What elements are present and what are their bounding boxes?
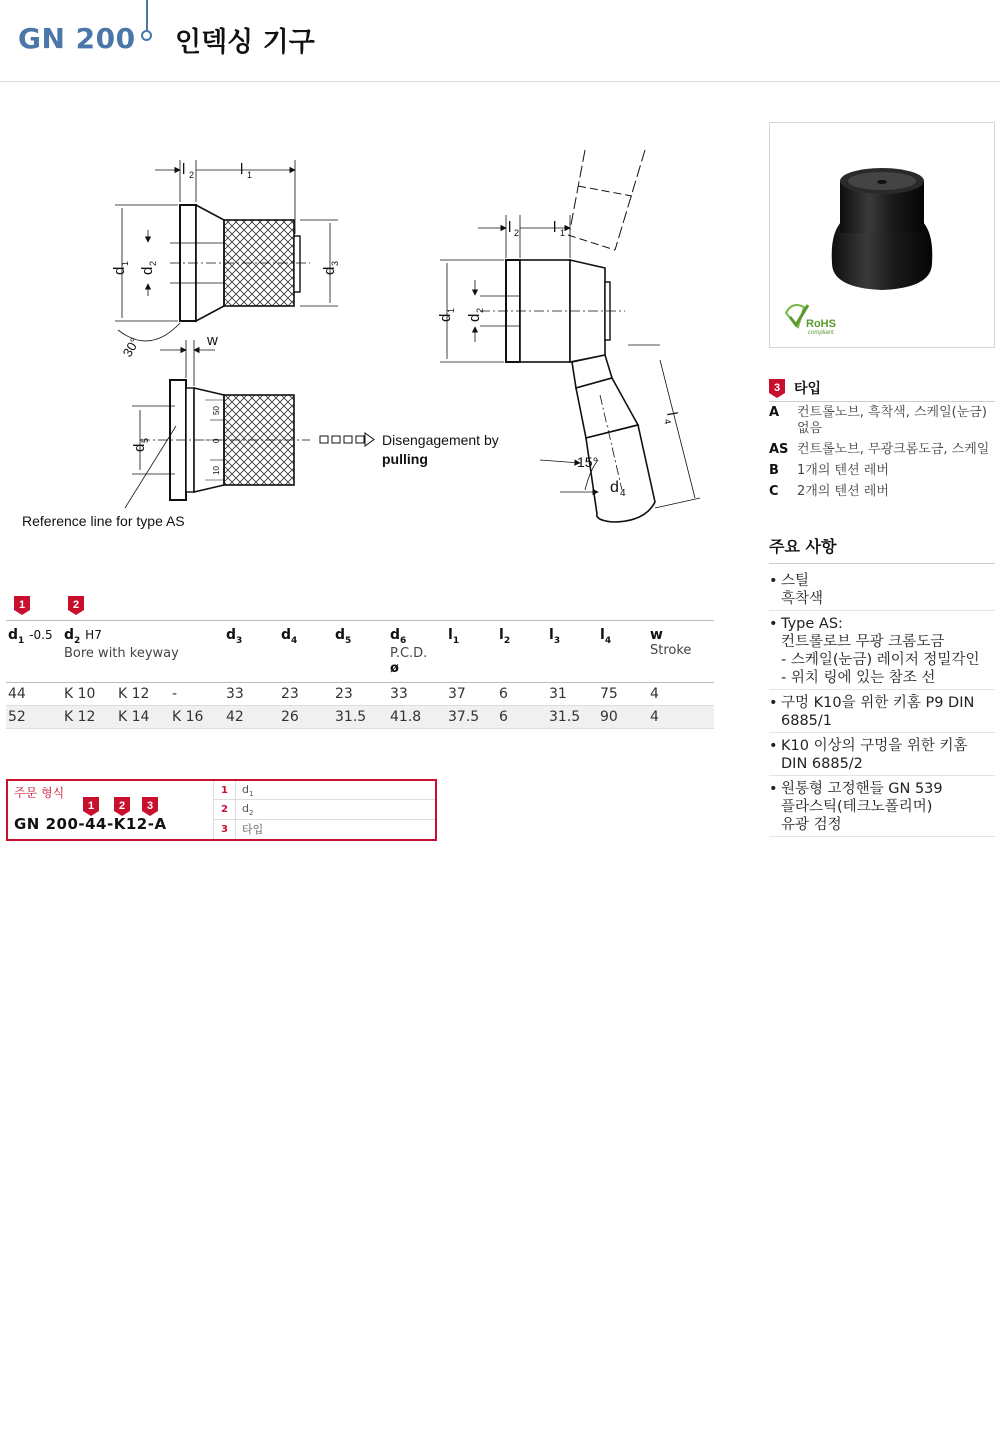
label-d4: d [610, 479, 619, 496]
svg-text:5: 5 [140, 437, 150, 443]
types-section [769, 378, 995, 502]
note-body [781, 737, 995, 773]
label-l1-top: l [240, 161, 244, 178]
type-key: B [769, 463, 779, 478]
bullet-icon: • [769, 738, 778, 754]
svg-text:4: 4 [662, 418, 673, 425]
page-header [0, 0, 1000, 82]
bullet-icon: • [769, 616, 778, 632]
svg-text:4: 4 [620, 488, 626, 499]
col-d3: $d_3$ [224, 621, 279, 683]
order-legend-label [236, 802, 253, 817]
note-body [781, 780, 995, 834]
note-item [769, 568, 995, 611]
note-item [769, 733, 995, 776]
table-cell: 31 [547, 682, 598, 705]
table-cell: K 12 [62, 705, 116, 728]
col-l2: $l_2$ [497, 621, 547, 683]
label-d1-right: d [437, 313, 454, 322]
order-legend-label [236, 783, 253, 798]
label-l1-right: l [553, 219, 557, 236]
scale-10: 10 [212, 466, 221, 475]
product-code: GN 200 [18, 22, 136, 55]
svg-text:1: 1 [560, 228, 566, 238]
table-cell: 37.5 [446, 705, 497, 728]
label-l4: l [663, 410, 681, 417]
note-body [781, 615, 995, 687]
note-line: DIN 6885/2 [781, 756, 863, 772]
table-cell: 31.5 [547, 705, 598, 728]
order-badge-3-icon [142, 797, 158, 816]
type-key: A [769, 405, 780, 420]
types-title: 타입 [794, 381, 822, 397]
svg-text:1: 1 [446, 307, 456, 313]
note-line: 원통형 고정핸들 GN 539 [781, 781, 943, 797]
table-cell: 26 [279, 705, 333, 728]
label-disengage-2: pulling [382, 451, 428, 467]
table-cell: 44 [6, 682, 62, 705]
table-cell: 75 [598, 682, 648, 705]
order-legend-text: 타입 [242, 822, 264, 836]
order-legend-sub: 2 [248, 809, 254, 818]
col-d5: $d_5$ [333, 621, 388, 683]
col-d1: $d_1$ -0.5 [6, 621, 62, 683]
order-legend-sub: 1 [248, 789, 254, 798]
order-legend-label [236, 821, 263, 838]
label-d2-right: d [466, 313, 483, 322]
top-view [115, 160, 338, 341]
note-item [769, 776, 995, 837]
label-l2-right: l [508, 219, 512, 236]
col-w: w Stroke [648, 621, 714, 683]
bullet-icon: • [769, 781, 778, 797]
note-line: - 스케일(눈금) 레이저 정밀각인 [781, 652, 980, 668]
order-legend-row [214, 820, 435, 839]
technical-drawing [0, 130, 740, 550]
note-line: K10 이상의 구멍을 위한 키홈 [781, 738, 968, 754]
badge-2-icon [68, 596, 84, 615]
table-cell: 41.8 [388, 705, 446, 728]
note-line: Type AS: [781, 616, 843, 632]
note-body [781, 572, 995, 608]
scale-0: 0 [212, 438, 221, 443]
types-heading [769, 378, 995, 402]
label-d3: d [321, 266, 338, 275]
col-d6: $d_6$ P.C.D. ø [388, 621, 446, 683]
col-d2: $d_2$ H7 Bore with keyway [62, 621, 224, 683]
note-line: 흑착색 [781, 591, 824, 607]
order-legend-text: d [242, 801, 249, 815]
svg-text:2: 2 [514, 228, 520, 238]
note-line: - 위치 링에 있는 참조 선 [781, 670, 936, 686]
column-badges [6, 596, 714, 620]
table-header-row [6, 621, 714, 683]
note-line: 6885/1 [781, 713, 833, 729]
svg-text:3: 3 [146, 800, 154, 812]
table-cell: 23 [279, 682, 333, 705]
table-cell: K 10 [62, 682, 116, 705]
order-badge-1-icon [83, 797, 99, 816]
table-cell: 90 [598, 705, 648, 728]
type-key: C [769, 484, 779, 499]
table-cell: 37 [446, 682, 497, 705]
bullet-icon: • [769, 573, 778, 589]
bottom-view [125, 340, 374, 508]
svg-text:2: 2 [72, 599, 80, 611]
scale-50: 50 [212, 406, 221, 415]
rohs-label: RoHS [806, 318, 836, 330]
header-divider-dot [141, 30, 152, 41]
notes-list [769, 568, 995, 837]
lever-view [440, 150, 700, 522]
table-cell: 31.5 [333, 705, 388, 728]
bullet-icon: • [769, 695, 778, 711]
type-item [769, 439, 995, 460]
table-cell: K 16 [170, 705, 224, 728]
order-legend-num: 2 [214, 800, 236, 818]
table-cell: K 12 [116, 682, 170, 705]
note-line: 플라스틱(테크노폴리머) [781, 799, 933, 815]
svg-text:1: 1 [120, 260, 130, 266]
types-list [769, 402, 995, 502]
label-d1-left: d [111, 266, 128, 275]
svg-text:2: 2 [148, 260, 158, 266]
header-divider-line [146, 0, 148, 30]
table-row [6, 682, 714, 705]
table-cell: 42 [224, 705, 279, 728]
col-l4: $l_4$ [598, 621, 648, 683]
order-badge-2-icon [114, 797, 130, 816]
note-item [769, 611, 995, 690]
note-line: 유광 검정 [781, 817, 842, 833]
type-item [769, 481, 995, 502]
rohs-sub-label: compliant [808, 330, 834, 336]
svg-text:2: 2 [475, 307, 485, 313]
label-disengage-1: Disengagement by [382, 432, 499, 448]
spec-table-wrap [6, 596, 714, 729]
drawing-svg [0, 130, 740, 550]
note-body [781, 694, 995, 730]
table-cell: 6 [497, 705, 547, 728]
type-item [769, 402, 995, 439]
col-l1: $l_1$ [446, 621, 497, 683]
svg-text:3: 3 [330, 260, 340, 266]
notes-heading: 주요 사항 [769, 534, 995, 564]
table-cell: 33 [388, 682, 446, 705]
order-example [6, 779, 437, 841]
label-d2-left: d [139, 266, 156, 275]
label-angle-15: 15° [577, 454, 599, 470]
type-key: AS [769, 442, 789, 457]
type-value: 2개의 텐션 레버 [797, 484, 889, 499]
order-legend-row [214, 781, 435, 800]
svg-text:1: 1 [247, 170, 253, 180]
note-item [769, 690, 995, 733]
badge-1-icon [14, 596, 30, 615]
table-cell: 6 [497, 682, 547, 705]
table-cell: 4 [648, 705, 714, 728]
order-legend [213, 781, 435, 839]
type-item [769, 460, 995, 481]
note-line: 구멍 K10을 위한 키홈 P9 DIN [781, 695, 975, 711]
svg-text:2: 2 [189, 170, 195, 180]
note-line: 컨트롤로브 무광 크롬도금 [781, 634, 945, 650]
badge-3-icon [769, 379, 785, 398]
svg-text:3: 3 [773, 381, 781, 394]
label-d5: d [131, 443, 148, 452]
order-legend-row [214, 800, 435, 819]
order-legend-num: 3 [214, 820, 236, 839]
label-reference-line: Reference line for type AS [22, 513, 185, 529]
order-code-area [8, 781, 213, 839]
type-value: 컨트롤노브, 흑착색, 스케일(눈금)없음 [797, 405, 987, 436]
table-row [6, 705, 714, 728]
order-legend-num: 1 [214, 781, 236, 799]
svg-text:2: 2 [118, 800, 126, 812]
col-l3: $l_3$ [547, 621, 598, 683]
product-photo [769, 122, 995, 348]
type-value: 컨트롤노브, 무광크롬도금, 스케일 [797, 442, 990, 457]
product-title: 인덱싱 기구 [175, 27, 315, 58]
order-legend-text: d [242, 782, 249, 796]
table-cell: 4 [648, 682, 714, 705]
table-cell: K 14 [116, 705, 170, 728]
order-title: 주문 형식 [14, 786, 65, 800]
svg-text:1: 1 [87, 800, 95, 812]
spec-table [6, 620, 714, 729]
table-cell: 23 [333, 682, 388, 705]
product-image-icon [770, 123, 996, 349]
table-cell: 33 [224, 682, 279, 705]
col-d4: $d_4$ [279, 621, 333, 683]
label-l2-top: l [182, 161, 186, 178]
type-value: 1개의 텐션 레버 [797, 463, 889, 478]
note-line: 스틸 [781, 573, 810, 589]
order-code: GN 200-44-K12-A [14, 815, 167, 833]
label-angle-30: 30° [119, 334, 143, 360]
table-cell: - [170, 682, 224, 705]
label-w: w [207, 332, 218, 349]
svg-text:1: 1 [18, 599, 26, 611]
table-cell: 52 [6, 705, 62, 728]
notes-section [769, 534, 995, 837]
